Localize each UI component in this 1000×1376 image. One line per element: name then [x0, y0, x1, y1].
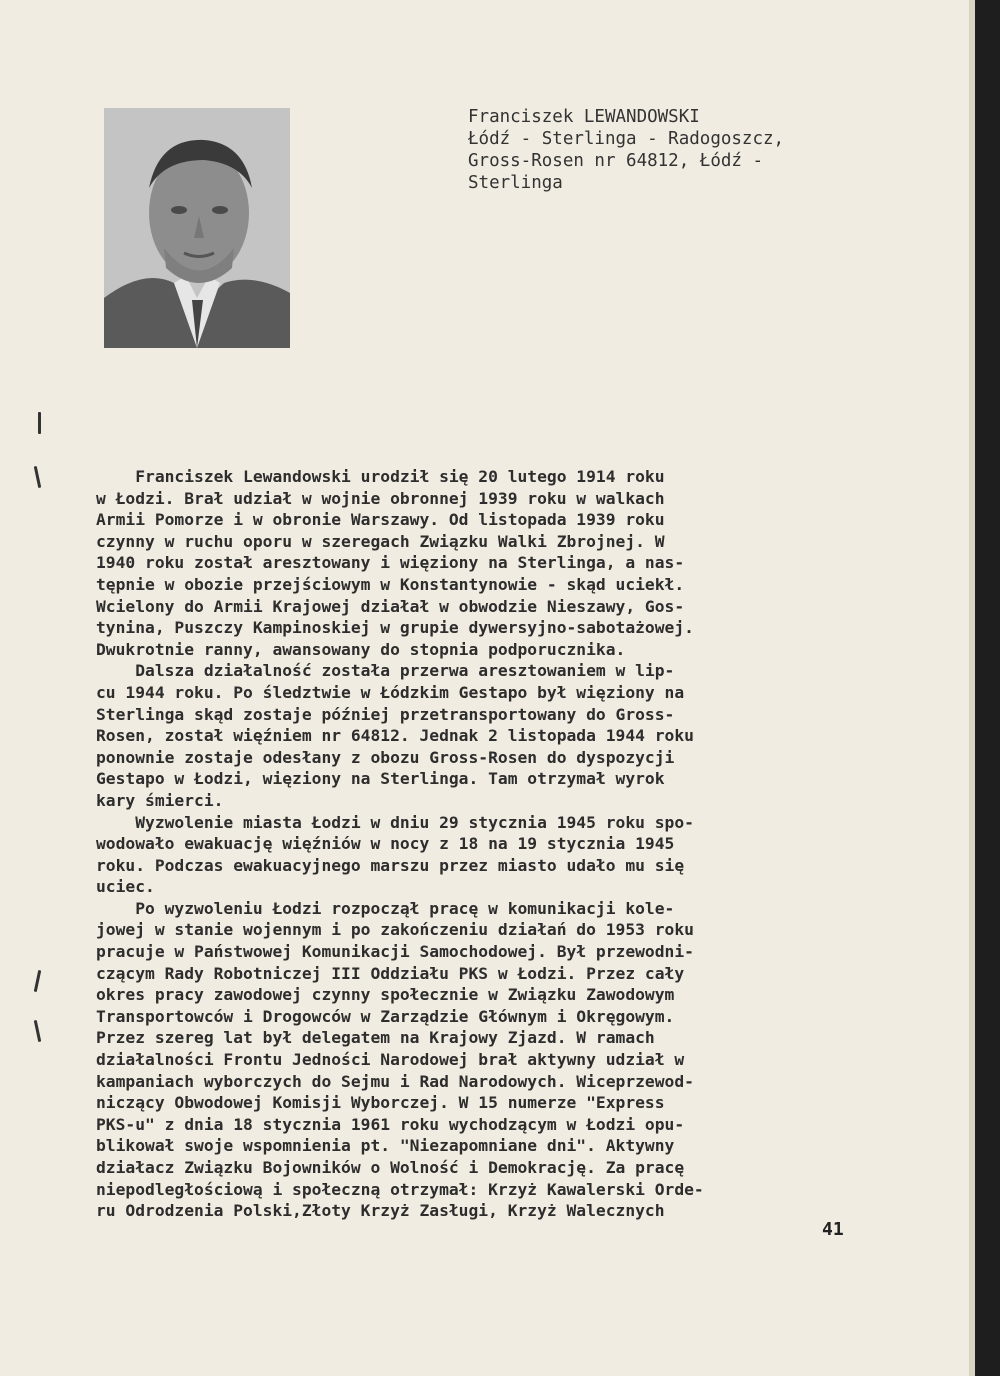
- biography-text: [96, 466, 836, 1222]
- text-line: wodowało ewakuację więźniów w nocy z 18 na 19 stycznia 1945: [96, 834, 675, 854]
- page-number: 41: [822, 1219, 844, 1240]
- text-line: działalności Frontu Jedności Narodowej brał aktywny udział w: [96, 1050, 685, 1070]
- header-line-2: Gross-Rosen nr 64812, Łódź -: [468, 151, 764, 171]
- margin-mark: [38, 412, 41, 434]
- text-line: Armii Pomorze i w obronie Warszawy. Od listopada 1939 roku: [96, 510, 665, 530]
- text-line: Wcielony do Armii Krajowej działał w obwodzie Nieszawy, Gos-: [96, 596, 685, 616]
- text-line: Transportowców i Drogowców w Zarządzie Głównym i Okręgowym.: [96, 1006, 675, 1026]
- text-line: uciec.: [96, 877, 155, 897]
- page-edge: [969, 0, 975, 1376]
- text-line: Rosen, został więźniem nr 64812. Jednak 2 listopada 1944 roku: [96, 726, 694, 746]
- text-line: okres pracy zawodowej czynny społecznie w Związku Zawodowym: [96, 985, 675, 1005]
- header-line-1: Łódź - Sterlinga - Radogoszcz,: [468, 129, 785, 149]
- text-line: Dwukrotnie ranny, awansowany do stopnia podporucznika.: [96, 639, 626, 659]
- text-line: jowej w stanie wojennym i po zakończeniu działań do 1953 roku: [96, 920, 694, 940]
- margin-mark: [34, 466, 42, 488]
- text-line: Gestapo w Łodzi, więziony na Sterlinga. Tam otrzymał wyrok: [96, 769, 665, 789]
- text-line: blikował swoje wspomnienia pt. "Niezapomniane dni". Aktywny: [96, 1136, 675, 1156]
- text-line: Franciszek Lewandowski urodził się 20 lutego 1914 roku: [96, 467, 665, 486]
- text-line: ru Odrodzenia Polski,Złoty Krzyż Zasługi, Krzyż Walecznych: [96, 1201, 665, 1221]
- text-line: 1940 roku został aresztowany i więziony na Sterlinga, a nas-: [96, 553, 685, 573]
- text-line: Po wyzwoleniu Łodzi rozpoczął pracę w komunikacji kole-: [96, 898, 675, 918]
- text-line: pracuje w Państwowej Komunikacji Samochodowej. Był przewodni-: [96, 942, 694, 962]
- text-line: niczący Obwodowej Komisji Wyborczej. W 15 numerze "Express: [96, 1093, 665, 1113]
- portrait-photo: [104, 108, 290, 348]
- text-line: niepodległościową i społeczną otrzymał: Krzyż Kawalerski Orde-: [96, 1179, 704, 1199]
- bio-header: [468, 106, 784, 194]
- text-line: czynny w ruchu oporu w szeregach Związku Walki Zbrojnej. W: [96, 531, 665, 551]
- text-line: Wyzwolenie miasta Łodzi w dniu 29 stycznia 1945 roku spo-: [96, 812, 694, 832]
- text-line: Przez szereg lat był delegatem na Krajowy Zjazd. W ramach: [96, 1028, 655, 1048]
- text-line: kampaniach wyborczych do Sejmu i Rad Narodowych. Wiceprzewod-: [96, 1071, 694, 1091]
- text-line: czącym Rady Robotniczej III Oddziału PKS w Łodzi. Przez cały: [96, 963, 685, 983]
- text-line: ponownie zostaje odesłany z obozu Gross-Rosen do dyspozycji: [96, 747, 675, 767]
- text-line: w Łodzi. Brał udział w wojnie obronnej 1939 roku w walkach: [96, 488, 665, 508]
- margin-mark: [34, 970, 42, 992]
- text-line: tynina, Puszczy Kampinoskiej w grupie dywersyjno-sabotażowej.: [96, 618, 694, 638]
- margin-mark: [34, 1020, 42, 1042]
- text-line: kary śmierci.: [96, 790, 224, 810]
- text-line: Dalsza działalność została przerwa aresztowaniem w lip-: [96, 661, 675, 681]
- text-line: roku. Podczas ewakuacyjnego marszu przez miasto udało mu się: [96, 855, 685, 875]
- text-line: PKS-u" z dnia 18 stycznia 1961 roku wychodzącym w Łodzi opu-: [96, 1114, 685, 1134]
- text-line: działacz Związku Bojowników o Wolność i Demokrację. Za pracę: [96, 1158, 685, 1177]
- header-line-3: Sterlinga: [468, 173, 563, 193]
- text-line: cu 1944 roku. Po śledztwie w Łódzkim Gestapo był więziony na: [96, 682, 685, 702]
- text-line: Sterlinga skąd zostaje później przetransportowany do Gross-: [96, 704, 675, 724]
- text-line: tępnie w obozie przejściowym w Konstantynowie - skąd uciekł.: [96, 574, 685, 594]
- person-name: Franciszek LEWANDOWSKI: [468, 107, 700, 127]
